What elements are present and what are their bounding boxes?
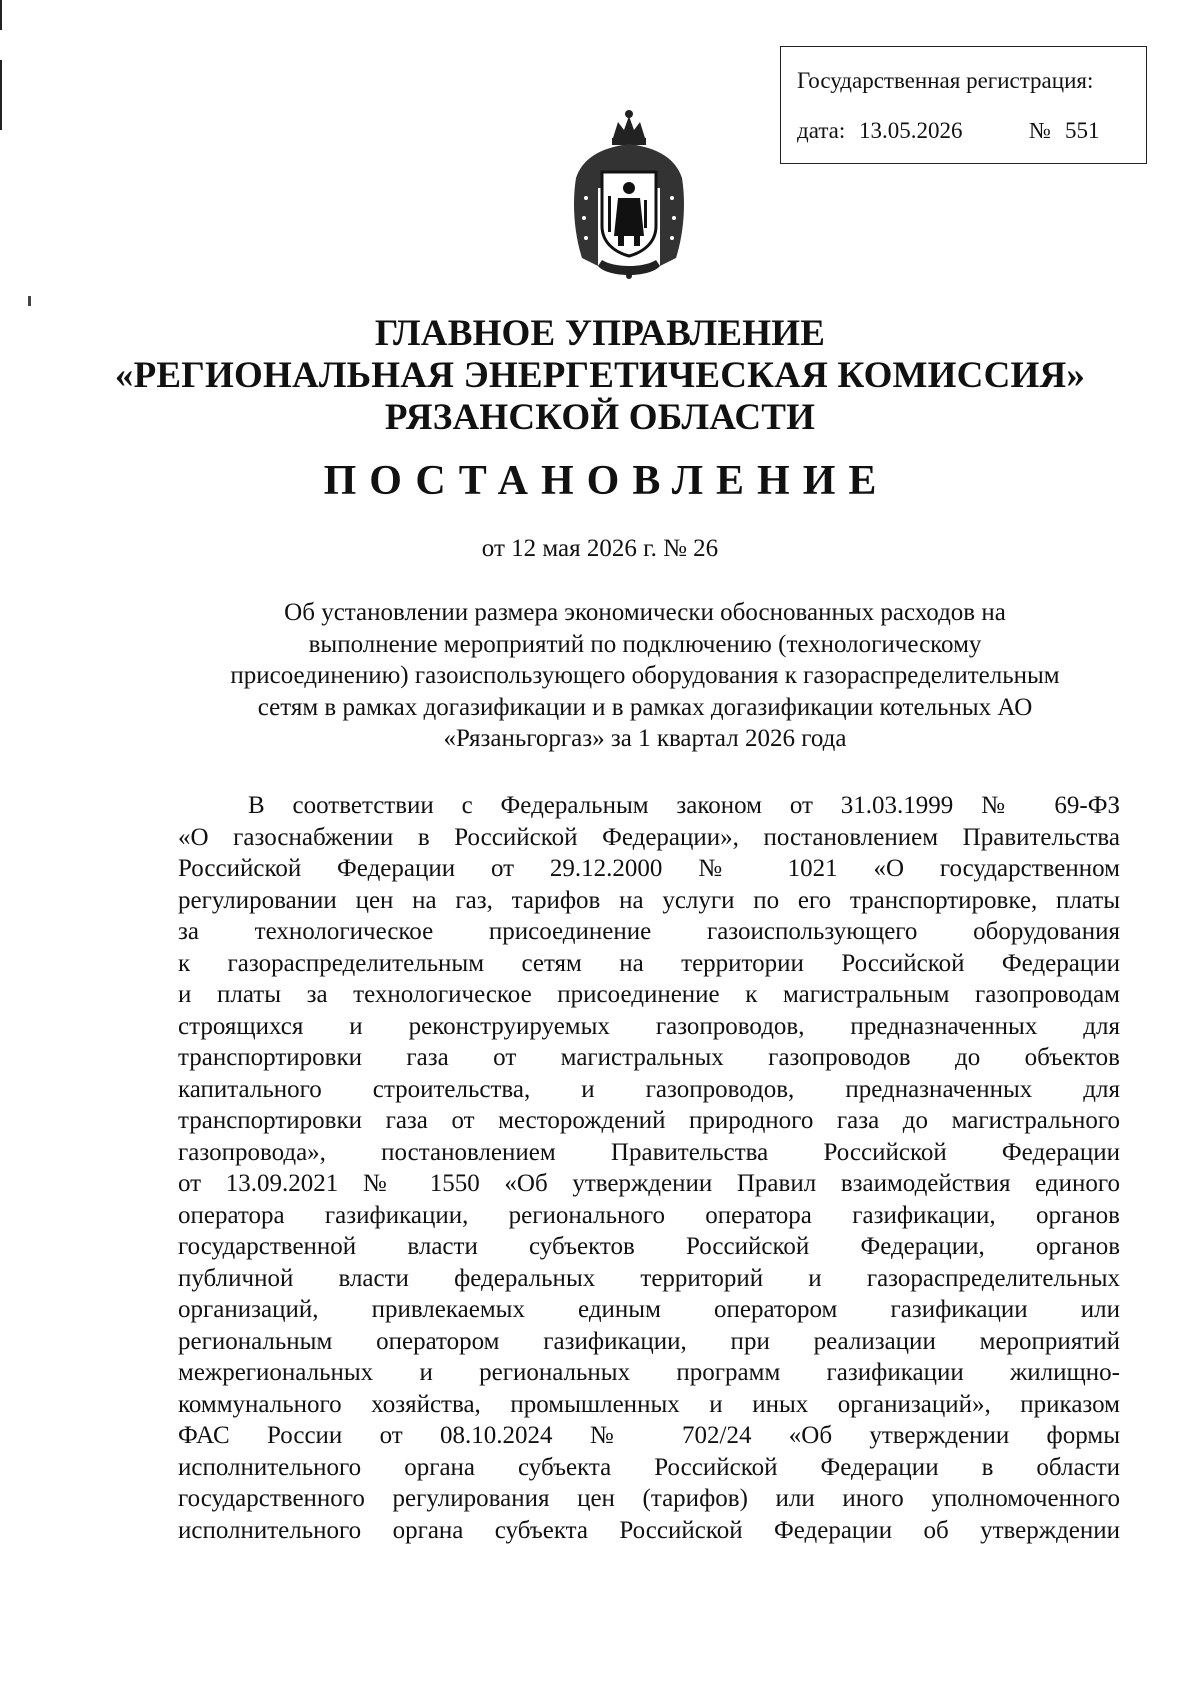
body-line: организаций, привлекаемых единым оператором газификации или	[178, 1296, 1120, 1323]
authority-name-line-3: РЯЗАНСКОЙ ОБЛАСТИ	[384, 397, 816, 438]
body-line: к газораспределительным сетям на территории Российской Федерации	[178, 949, 1120, 977]
body-line: строящихся и реконструируемых газопроводов, предназначенных для	[178, 1012, 1120, 1040]
body-line: исполнительного органа субъекта Российской Федерации в области	[178, 1453, 1120, 1481]
body-line: государственной власти субъектов Российской Федерации, органов	[178, 1233, 1120, 1260]
body-line: регулировании цен на газ, тарифов на услуги по его транспортировке, платы	[178, 886, 1120, 914]
body-line: капитального строительства, и газопроводов, предназначенных для	[178, 1075, 1120, 1103]
body-line: оператора газификации, регионального оператора газификации, органов	[178, 1201, 1120, 1229]
document-body	[178, 790, 1120, 1546]
body-line: и платы за технологическое присоединение к магистральным газопроводам	[178, 981, 1120, 1008]
subject-line: «Рязаньгоргаз» за 1 квартал 2026 года	[443, 725, 847, 752]
body-line: «О газоснабжении в Российской Федерации», постановлением Правительства	[178, 823, 1120, 851]
document-type: ПОСТАНОВЛЕНИЕ	[323, 458, 890, 504]
ryazan-coat-of-arms-icon	[568, 108, 690, 280]
subject-line: Об установлении размера экономически обоснованных расходов на	[284, 599, 1006, 626]
body-line: коммунального хозяйства, промышленных и иных организаций», приказом	[178, 1390, 1120, 1418]
body-line: В соответствии с Федеральным законом от 31.03.1999 № 69-ФЗ	[248, 792, 1120, 819]
body-line: газопровода», постановлением Правительства Российской Федерации	[178, 1138, 1120, 1166]
registration-title: Государственная регистрация:	[797, 68, 1094, 93]
authority-name-line-1: ГЛАВНОЕ УПРАВЛЕНИЕ	[374, 313, 826, 354]
body-line: исполнительного органа субъекта Российской Федерации об утверждении	[178, 1516, 1120, 1544]
subject-line: сетям в рамках догазификации и в рамках догазификации котельных АО	[257, 693, 1033, 721]
document-subject	[150, 597, 1140, 755]
registration-stamp	[780, 46, 1147, 164]
registration-date: 13.05.2026	[859, 118, 963, 143]
body-line: публичной власти федеральных территорий и газораспределительных	[178, 1264, 1120, 1292]
body-line: региональным оператором газификации, при реализации мероприятий	[178, 1327, 1120, 1355]
body-line: за технологическое присоединение газоиспользующего оборудования	[178, 918, 1120, 945]
document-date-number: от 12 мая 2026 г. № 26	[481, 535, 719, 562]
scan-edge-mark	[0, 60, 2, 130]
body-line: от 13.09.2021 № 1550 «Об утверждении Правил взаимодействия единого	[178, 1170, 1120, 1197]
body-line: межрегиональных и региональных программ газификации жилищно-	[178, 1359, 1120, 1386]
subject-line: выполнение мероприятий по подключению (технологическому	[308, 630, 982, 658]
body-line: транспортировки газа от магистральных газопроводов до объектов	[178, 1044, 1120, 1071]
scan-speck	[28, 296, 31, 306]
body-line: транспортировки газа от месторождений природного газа до магистрального	[178, 1107, 1120, 1134]
scan-edge-mark	[0, 0, 2, 30]
body-line: государственного регулирования цен (тарифов) или иного уполномоченного	[178, 1485, 1120, 1512]
authority-name-line-2: «РЕГИОНАЛЬНАЯ ЭНЕРГЕТИЧЕСКАЯ КОМИССИЯ»	[114, 355, 1086, 396]
body-line: Российской Федерации от 29.12.2000 № 1021 «О государственном	[178, 855, 1120, 882]
body-line: ФАС России от 08.10.2024 № 702/24 «Об утверждении формы	[178, 1422, 1120, 1449]
registration-number: 551	[1065, 118, 1100, 143]
registration-number-label: №	[1029, 118, 1051, 143]
registration-date-label: дата:	[797, 118, 846, 143]
subject-line: присоединению) газоиспользующего оборудования к газораспределительным	[230, 662, 1060, 689]
